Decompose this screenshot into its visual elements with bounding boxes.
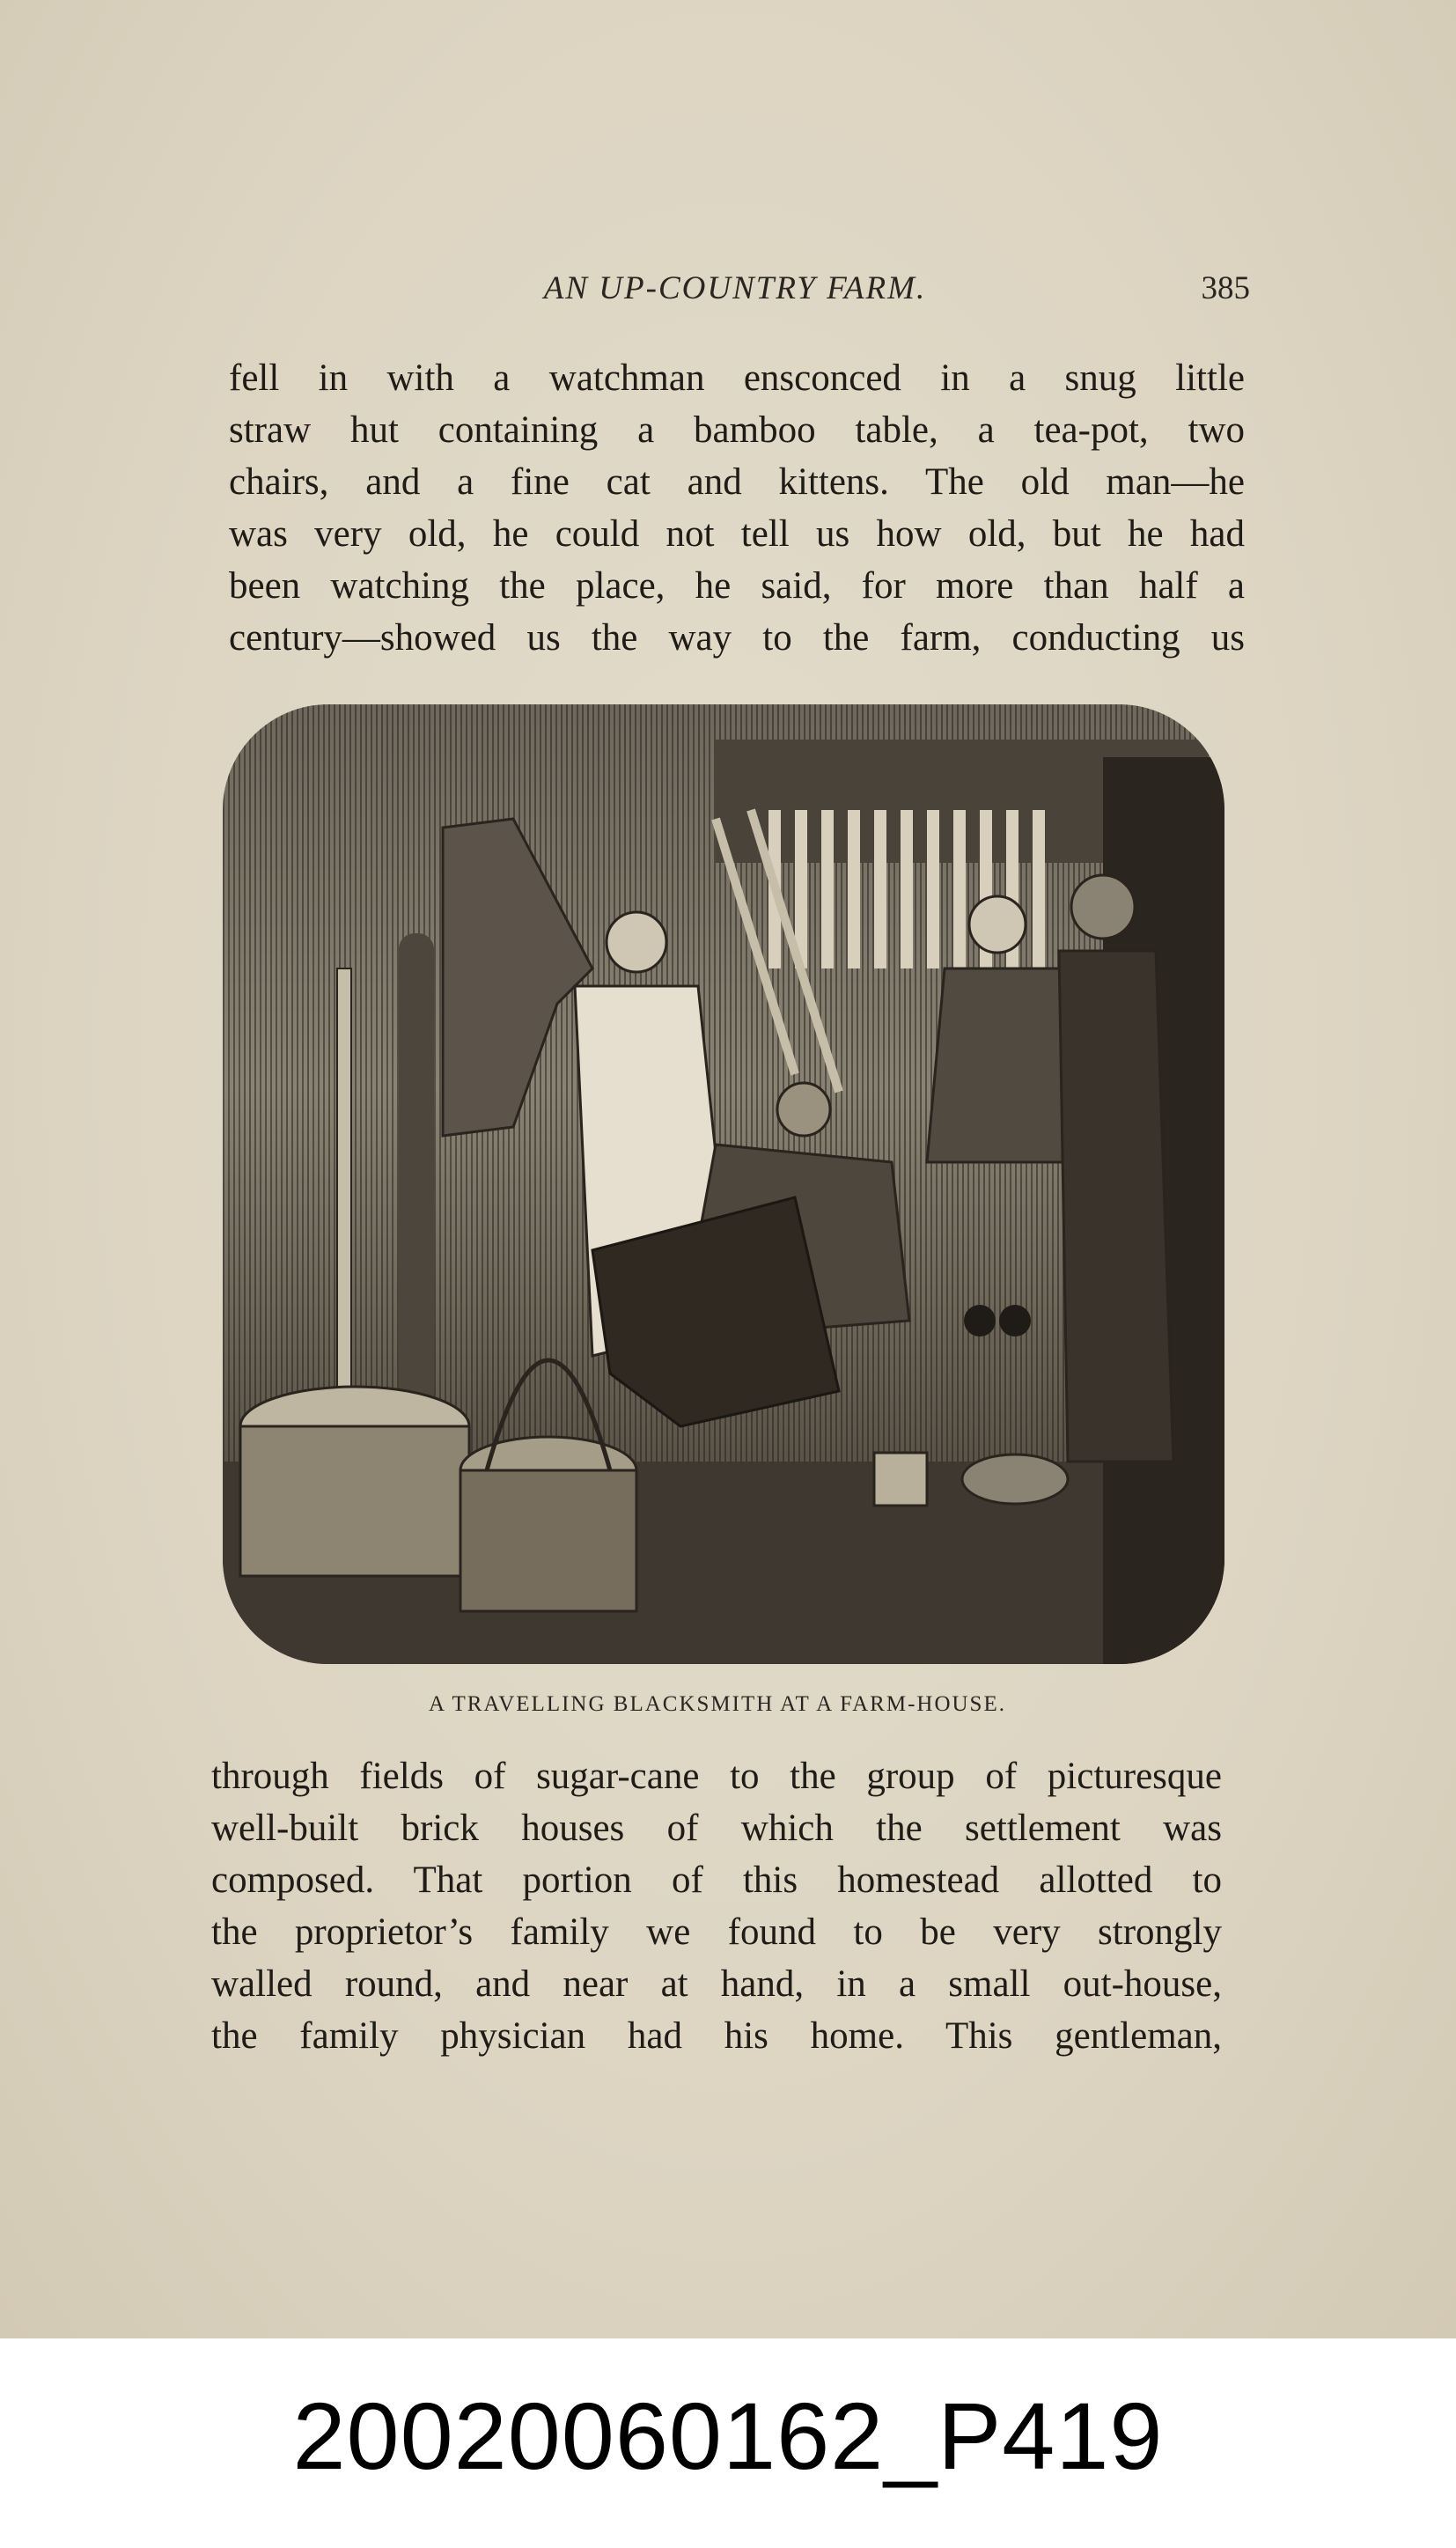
text-line: straw hut containing a bamboo table, a tea-pot, two: [229, 409, 1245, 451]
running-title: AN UP-COUNTRY FARM.: [543, 270, 927, 306]
paragraph-bottom: [211, 1750, 1222, 2062]
basket: [240, 1426, 469, 1576]
running-head: [220, 269, 1250, 322]
bowl: [962, 1454, 1068, 1504]
figure-head: [607, 912, 666, 972]
figure-head: [1071, 875, 1135, 939]
text-line: walled round, and near at hand, in a small out-house,: [211, 1963, 1222, 2005]
hanging-ring: [999, 1305, 1031, 1337]
page-number: 385: [1201, 270, 1250, 306]
text-line: been watching the place, he said, for more than half a: [229, 565, 1245, 607]
text-line: well-built brick houses of which the settlement was: [211, 1808, 1222, 1849]
hanging-coat: [443, 819, 592, 1136]
figure-robe: [1059, 951, 1173, 1462]
paragraph-top: [229, 352, 1245, 664]
text-line: through fields of sugar-cane to the group of picturesque: [211, 1756, 1222, 1797]
anvil-block: [874, 1453, 927, 1506]
footer-strip: [0, 2338, 1456, 2548]
engraving-illustration: [223, 704, 1224, 1664]
text-line: chairs, and a fine cat and kittens. The old man—he: [229, 461, 1245, 503]
figure-head: [969, 896, 1026, 953]
basket: [460, 1470, 636, 1611]
text-line: was very old, he could not tell us how old, but he had: [229, 513, 1245, 555]
figure-head: [777, 1083, 830, 1136]
text-line: the proprietor’s family we found to be very strongly: [211, 1911, 1222, 1953]
broom: [399, 933, 434, 1462]
text-line: the family physician had his home. This gentleman,: [211, 2015, 1222, 2057]
hanging-ring: [964, 1305, 996, 1337]
document-identifier: 20020060162_P419: [292, 2382, 1164, 2489]
illustration-caption: A TRAVELLING BLACKSMITH AT A FARM-HOUSE.: [428, 1692, 1006, 1716]
text-line: composed. That portion of this homestead allotted to: [211, 1859, 1222, 1901]
text-line: fell in with a watchman ensconced in a snug little: [229, 357, 1245, 399]
text-line: century—showed us the way to the farm, conducting us: [229, 617, 1245, 659]
engraving-drawing: [223, 704, 1224, 1664]
